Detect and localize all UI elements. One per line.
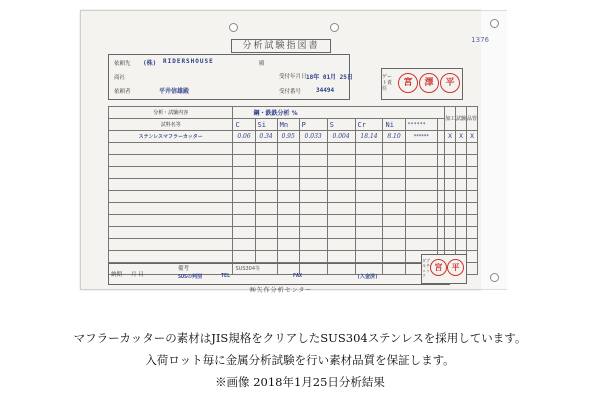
binder-hole (490, 19, 499, 28)
element-c: C (233, 119, 255, 131)
caption-line-1: マフラーカッターの素材はJIS規格をクリアしたSUS304ステンレスを採用しています。 (73, 331, 527, 345)
tel-label: TEL (221, 273, 231, 279)
element-si: Si (255, 119, 277, 131)
empty-row (109, 227, 478, 239)
stamp-label: ゲート責任 (382, 74, 393, 92)
item-label: 商社 (114, 75, 126, 81)
value-mn: 0.95 (277, 131, 299, 143)
table-row (109, 131, 478, 143)
empty-row (109, 143, 478, 155)
company-prefix: (株) (143, 60, 157, 67)
date-label: 受付年月日 (279, 74, 307, 80)
analysis-type: 鋼・鉄鉄分析 % (233, 107, 445, 119)
value-c: 0.06 (233, 131, 255, 143)
empty-row (109, 167, 478, 179)
caption-line-2: 入荷ロット毎に金属分析試験を行い素材品質を保証します。 (145, 353, 455, 367)
mark-3: X (467, 131, 478, 143)
element-ni: Ni (383, 119, 405, 131)
company-name: RIDERSHOUSE (163, 58, 214, 65)
value-s: 0.004 (327, 131, 355, 143)
empty-row (109, 155, 478, 167)
sample-name: ステンレスマフラーカッター (109, 131, 233, 143)
caption-line-3: ※画像 2018年1月25日分析結果 (215, 375, 385, 389)
value-other: ****** (405, 131, 437, 143)
remarks-value: SUSの判別 (178, 274, 203, 280)
mark-2: X (456, 131, 467, 143)
approval-stamp-1: 宮 (398, 73, 418, 93)
approval-stamp-3: 平 (440, 73, 460, 93)
punch-hole (330, 23, 339, 32)
element-s: S (327, 119, 355, 131)
empty-row (109, 239, 478, 251)
header-content-label: 分析・試験内容 (109, 107, 233, 119)
remarks-right: (入金済) (357, 274, 379, 280)
mark-1: X (445, 131, 456, 143)
element-other: ****** (405, 119, 437, 131)
element-p: P (299, 119, 327, 131)
check-stamp-2: 平 (447, 259, 464, 276)
approval-stamp-2: 澤 (419, 73, 439, 93)
empty-row (109, 215, 478, 227)
side-header-3: 品管 (467, 107, 478, 131)
analysis-certificate (80, 10, 489, 294)
company-suffix: 殿 (259, 61, 265, 67)
document-number: 1376 (471, 36, 489, 44)
settlement-value: 月 日 (131, 272, 144, 278)
empty-row (109, 179, 478, 191)
date-value: 18年 01月 25日 (306, 74, 353, 81)
punch-hole (229, 23, 238, 32)
empty-row (109, 191, 478, 203)
value-ni: 8.10 (383, 131, 405, 143)
binder-hole (490, 273, 499, 282)
empty-row (109, 203, 478, 215)
blank-col (438, 131, 445, 143)
receipt-value: 34494 (316, 87, 335, 94)
binder-strip (481, 10, 507, 290)
blank-col (438, 119, 445, 131)
fax-label: FAX (293, 273, 303, 279)
issuer-name: ㈱矢作分析センター (249, 287, 313, 294)
value-p: 0.033 (299, 131, 327, 143)
requester-value: 平井信雄殿 (159, 88, 190, 95)
sample-label: 試料名等 (109, 119, 233, 131)
value-cr: 18.14 (355, 131, 383, 143)
remarks-label: 備考 (178, 266, 190, 272)
remarks-box (108, 263, 450, 285)
element-header-row (109, 119, 478, 131)
value-si: 0.34 (255, 131, 277, 143)
requester-label: 依頼者 (114, 89, 131, 95)
element-cr: Cr (355, 119, 383, 131)
analysis-table (108, 106, 478, 275)
receipt-label: 受付番号 (279, 89, 302, 95)
company-label: 依頼先 (114, 61, 131, 67)
table-header-row (109, 107, 478, 119)
settlement-label: 納期 (111, 272, 123, 278)
document-title: 分析試験指図書 (81, 38, 481, 51)
side-header-1: 加工 (445, 107, 456, 131)
element-mn: Mn (277, 119, 299, 131)
side-header-2: 試験 (456, 107, 467, 131)
row-note: SUS304等 (233, 263, 277, 275)
check-stamp-1: 宮 (430, 259, 447, 276)
double-check-label: ダブルチェック (422, 258, 430, 278)
